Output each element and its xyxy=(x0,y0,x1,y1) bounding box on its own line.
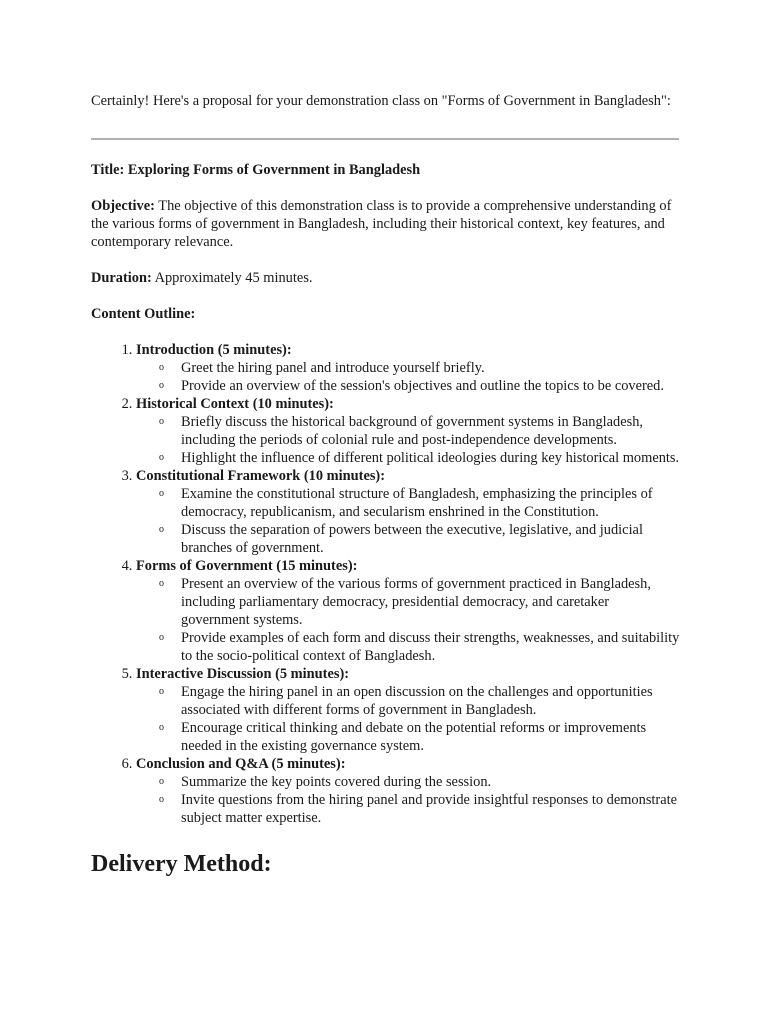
document-page xyxy=(91,92,681,879)
hollow-circle-bullet-icon: o xyxy=(159,524,164,535)
outline-subpoint-text: Briefly discuss the historical background of government systems in Bangladesh, including the periods of colonial rule and post-independence developments. xyxy=(181,414,644,448)
outline-subpoint-text: Encourage critical thinking and debate on the potential reforms or improvements needed in the existing governance system. xyxy=(181,720,647,754)
outline-section-title: Conclusion and Q&A (5 minutes): xyxy=(136,756,346,772)
hollow-circle-bullet-icon: o xyxy=(159,380,164,391)
outline-section-title: Historical Context (10 minutes): xyxy=(136,396,334,412)
outline-subpoint xyxy=(159,413,681,449)
outline-subpoints xyxy=(136,683,681,755)
outline-subpoint-text: Highlight the influence of different political ideologies during key historical moments. xyxy=(181,450,680,466)
outline-section xyxy=(136,395,681,467)
outline-subpoint xyxy=(159,359,681,377)
outline-subpoint xyxy=(159,719,681,755)
outline-subpoint-text: Examine the constitutional structure of Bangladesh, emphasizing the principles of democracy, republicanism, and secularism enshrined in the Constitution. xyxy=(181,486,653,520)
outline-subpoint xyxy=(159,377,681,395)
duration-paragraph xyxy=(91,269,681,287)
outline-subpoint xyxy=(159,791,681,827)
outline-subpoints xyxy=(136,485,681,557)
outline-subpoints xyxy=(136,773,681,827)
content-outline-list xyxy=(91,341,681,827)
outline-subpoint-text: Invite questions from the hiring panel and provide insightful responses to demonstrate subject matter expertise. xyxy=(181,792,677,826)
outline-subpoint xyxy=(159,449,681,467)
delivery-method-heading: Delivery Method: xyxy=(91,851,272,877)
outline-subpoint xyxy=(159,683,681,719)
outline-subpoints xyxy=(136,359,681,395)
outline-subpoint-text: Discuss the separation of powers between the executive, legislative, and judicial branches of government. xyxy=(181,522,643,556)
outline-section-title: Constitutional Framework (10 minutes): xyxy=(136,468,386,484)
hollow-circle-bullet-icon: o xyxy=(159,452,164,463)
outline-subpoint-text: Greet the hiring panel and introduce yourself briefly. xyxy=(181,360,485,376)
hollow-circle-bullet-icon: o xyxy=(159,488,164,499)
outline-section xyxy=(136,467,681,557)
proposal-title: Title: Exploring Forms of Government in Bangladesh xyxy=(91,162,421,178)
hollow-circle-bullet-icon: o xyxy=(159,416,164,427)
outline-subpoint-text: Provide an overview of the session's objectives and outline the topics to be covered. xyxy=(181,378,664,394)
outline-subpoint-text: Present an overview of the various forms of government practiced in Bangladesh, including parliamentary democracy, presidential democracy, and caretaker government systems. xyxy=(181,576,651,628)
hollow-circle-bullet-icon: o xyxy=(159,632,164,643)
outline-section xyxy=(136,557,681,665)
outline-subpoint xyxy=(159,629,681,665)
outline-subpoint xyxy=(159,773,681,791)
outline-subpoint xyxy=(159,575,681,629)
outline-subpoint xyxy=(159,485,681,521)
outline-subpoint xyxy=(159,521,681,557)
hollow-circle-bullet-icon: o xyxy=(159,794,164,805)
outline-subpoint-text: Provide examples of each form and discuss their strengths, weaknesses, and suitability to the socio-political context of Bangladesh. xyxy=(181,630,680,664)
outline-section xyxy=(136,755,681,827)
objective-label: Objective: xyxy=(91,198,155,214)
hollow-circle-bullet-icon: o xyxy=(159,776,164,787)
hollow-circle-bullet-icon: o xyxy=(159,362,164,373)
duration-label: Duration: xyxy=(91,270,152,286)
intro-paragraph: Certainly! Here's a proposal for your demonstration class on "Forms of Government in Bangladesh": xyxy=(91,93,671,109)
outline-section-title: Forms of Government (15 minutes): xyxy=(136,558,358,574)
hollow-circle-bullet-icon: o xyxy=(159,722,164,733)
outline-subpoints xyxy=(136,575,681,665)
outline-section xyxy=(136,665,681,755)
objective-paragraph xyxy=(91,197,681,251)
content-outline-heading: Content Outline: xyxy=(91,306,196,322)
outline-section-title: Interactive Discussion (5 minutes): xyxy=(136,666,350,682)
hollow-circle-bullet-icon: o xyxy=(159,578,164,589)
outline-subpoints xyxy=(136,413,681,467)
outline-subpoint-text: Engage the hiring panel in an open discussion on the challenges and opportunities associated with different forms of government in Bangladesh. xyxy=(181,684,653,718)
objective-text: The objective of this demonstration class is to provide a comprehensive understanding of the various forms of government in Bangladesh, including their historical context, key features, and contemporary relevance. xyxy=(91,198,672,250)
outline-section xyxy=(136,341,681,395)
duration-text: Approximately 45 minutes. xyxy=(151,270,313,286)
outline-section-title: Introduction (5 minutes): xyxy=(136,342,292,358)
outline-subpoint-text: Summarize the key points covered during the session. xyxy=(181,774,492,790)
horizontal-divider xyxy=(91,138,679,140)
hollow-circle-bullet-icon: o xyxy=(159,686,164,697)
